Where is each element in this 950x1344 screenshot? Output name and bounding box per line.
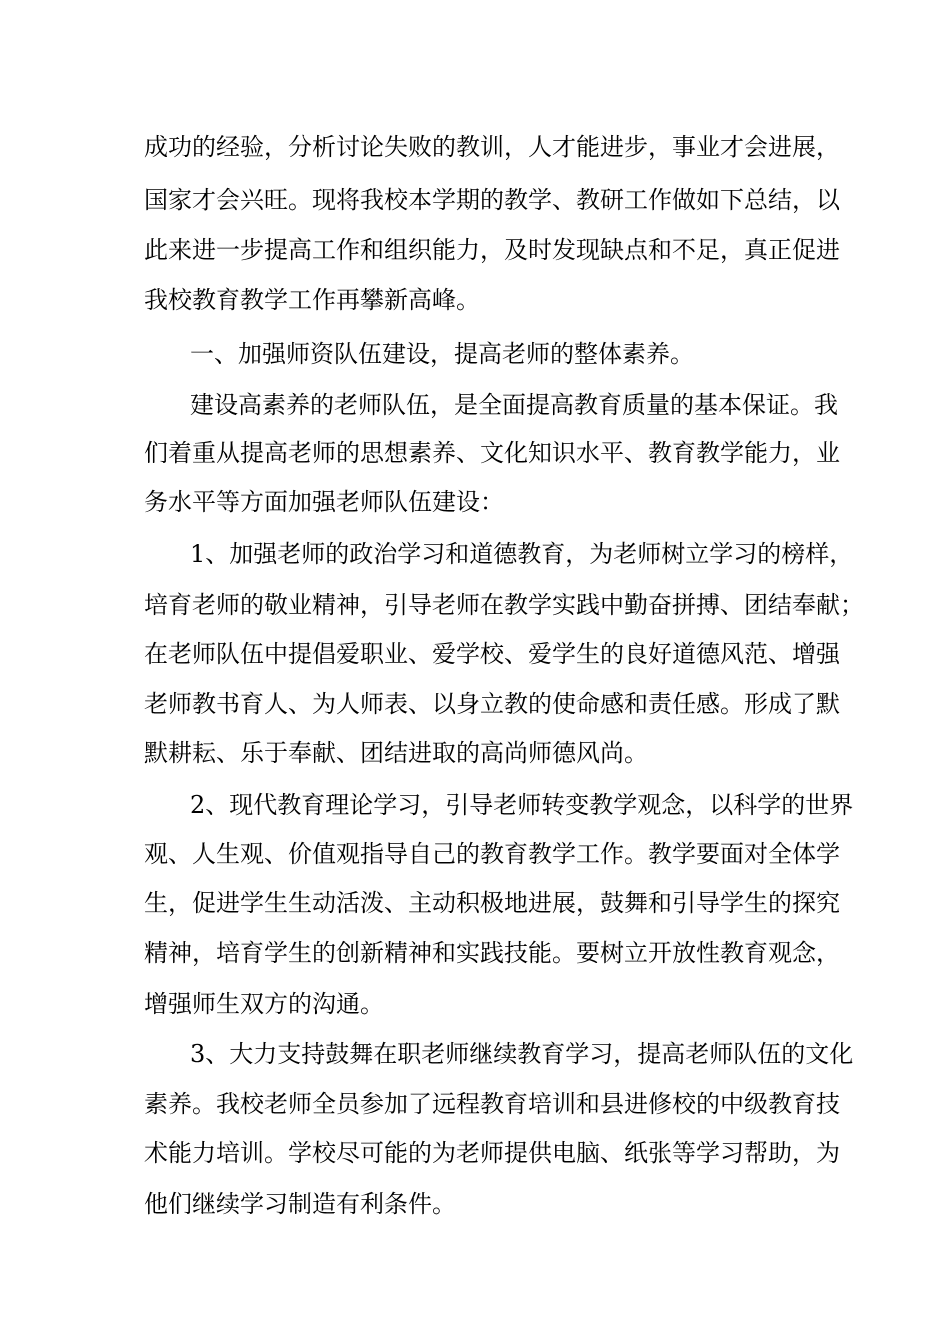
- text-line: 生，促进学生生动活泼、主动积极地进展，鼓舞和引导学生的探究: [144, 889, 840, 917]
- text-line: 观、人生观、价值观指导自己的教育教学工作。教学要面对全体学: [144, 840, 840, 868]
- text-line: 此来进一步提高工作和组织能力，及时发现缺点和不足，真正促进: [144, 236, 840, 264]
- text-line: 务水平等方面加强老师队伍建设：: [144, 488, 504, 516]
- text-line: 素养。我校老师全员参加了远程教育培训和县进修校的中级教育技: [144, 1090, 840, 1118]
- text-line: 培育老师的敬业精神，引导老师在教学实践中勤奋拼搏、团结奉献；: [144, 591, 864, 619]
- text-line: 他们继续学习制造有利条件。: [144, 1190, 456, 1218]
- text-line: 3、大力支持鼓舞在职老师继续教育学习，提高老师队伍的文化: [190, 1040, 854, 1068]
- text-line: 增强师生双方的沟通。: [144, 990, 384, 1018]
- text-line: 成功的经验，分析讨论失败的教训，人才能进步，事业才会进展，: [144, 133, 840, 161]
- section-heading: 一、加强师资队伍建设，提高老师的整体素养。: [190, 340, 694, 368]
- text-line: 国家才会兴旺。现将我校本学期的教学、教研工作做如下总结，以: [144, 186, 840, 214]
- text-line: 在老师队伍中提倡爱职业、爱学校、爱学生的良好道德风范、增强: [144, 640, 840, 668]
- text-line: 2、现代教育理论学习，引导老师转变教学观念，以科学的世界: [190, 791, 854, 819]
- text-line: 老师教书育人、为人师表、以身立教的使命感和责任感。形成了默: [144, 690, 840, 718]
- text-line: 术能力培训。学校尽可能的为老师提供电脑、纸张等学习帮助，为: [144, 1139, 840, 1167]
- text-line: 默耕耘、乐于奉献、团结进取的高尚师德风尚。: [144, 739, 648, 767]
- text-line: 精神，培育学生的创新精神和实践技能。要树立开放性教育观念，: [144, 939, 840, 967]
- text-line: 们着重从提高老师的思想素养、文化知识水平、教育教学能力，业: [144, 439, 840, 467]
- text-line: 我校教育教学工作再攀新高峰。: [144, 286, 480, 314]
- text-line: 建设高素养的老师队伍，是全面提高教育质量的基本保证。我: [190, 391, 838, 419]
- text-line: 1、加强老师的政治学习和道德教育，为老师树立学习的榜样，: [190, 540, 854, 568]
